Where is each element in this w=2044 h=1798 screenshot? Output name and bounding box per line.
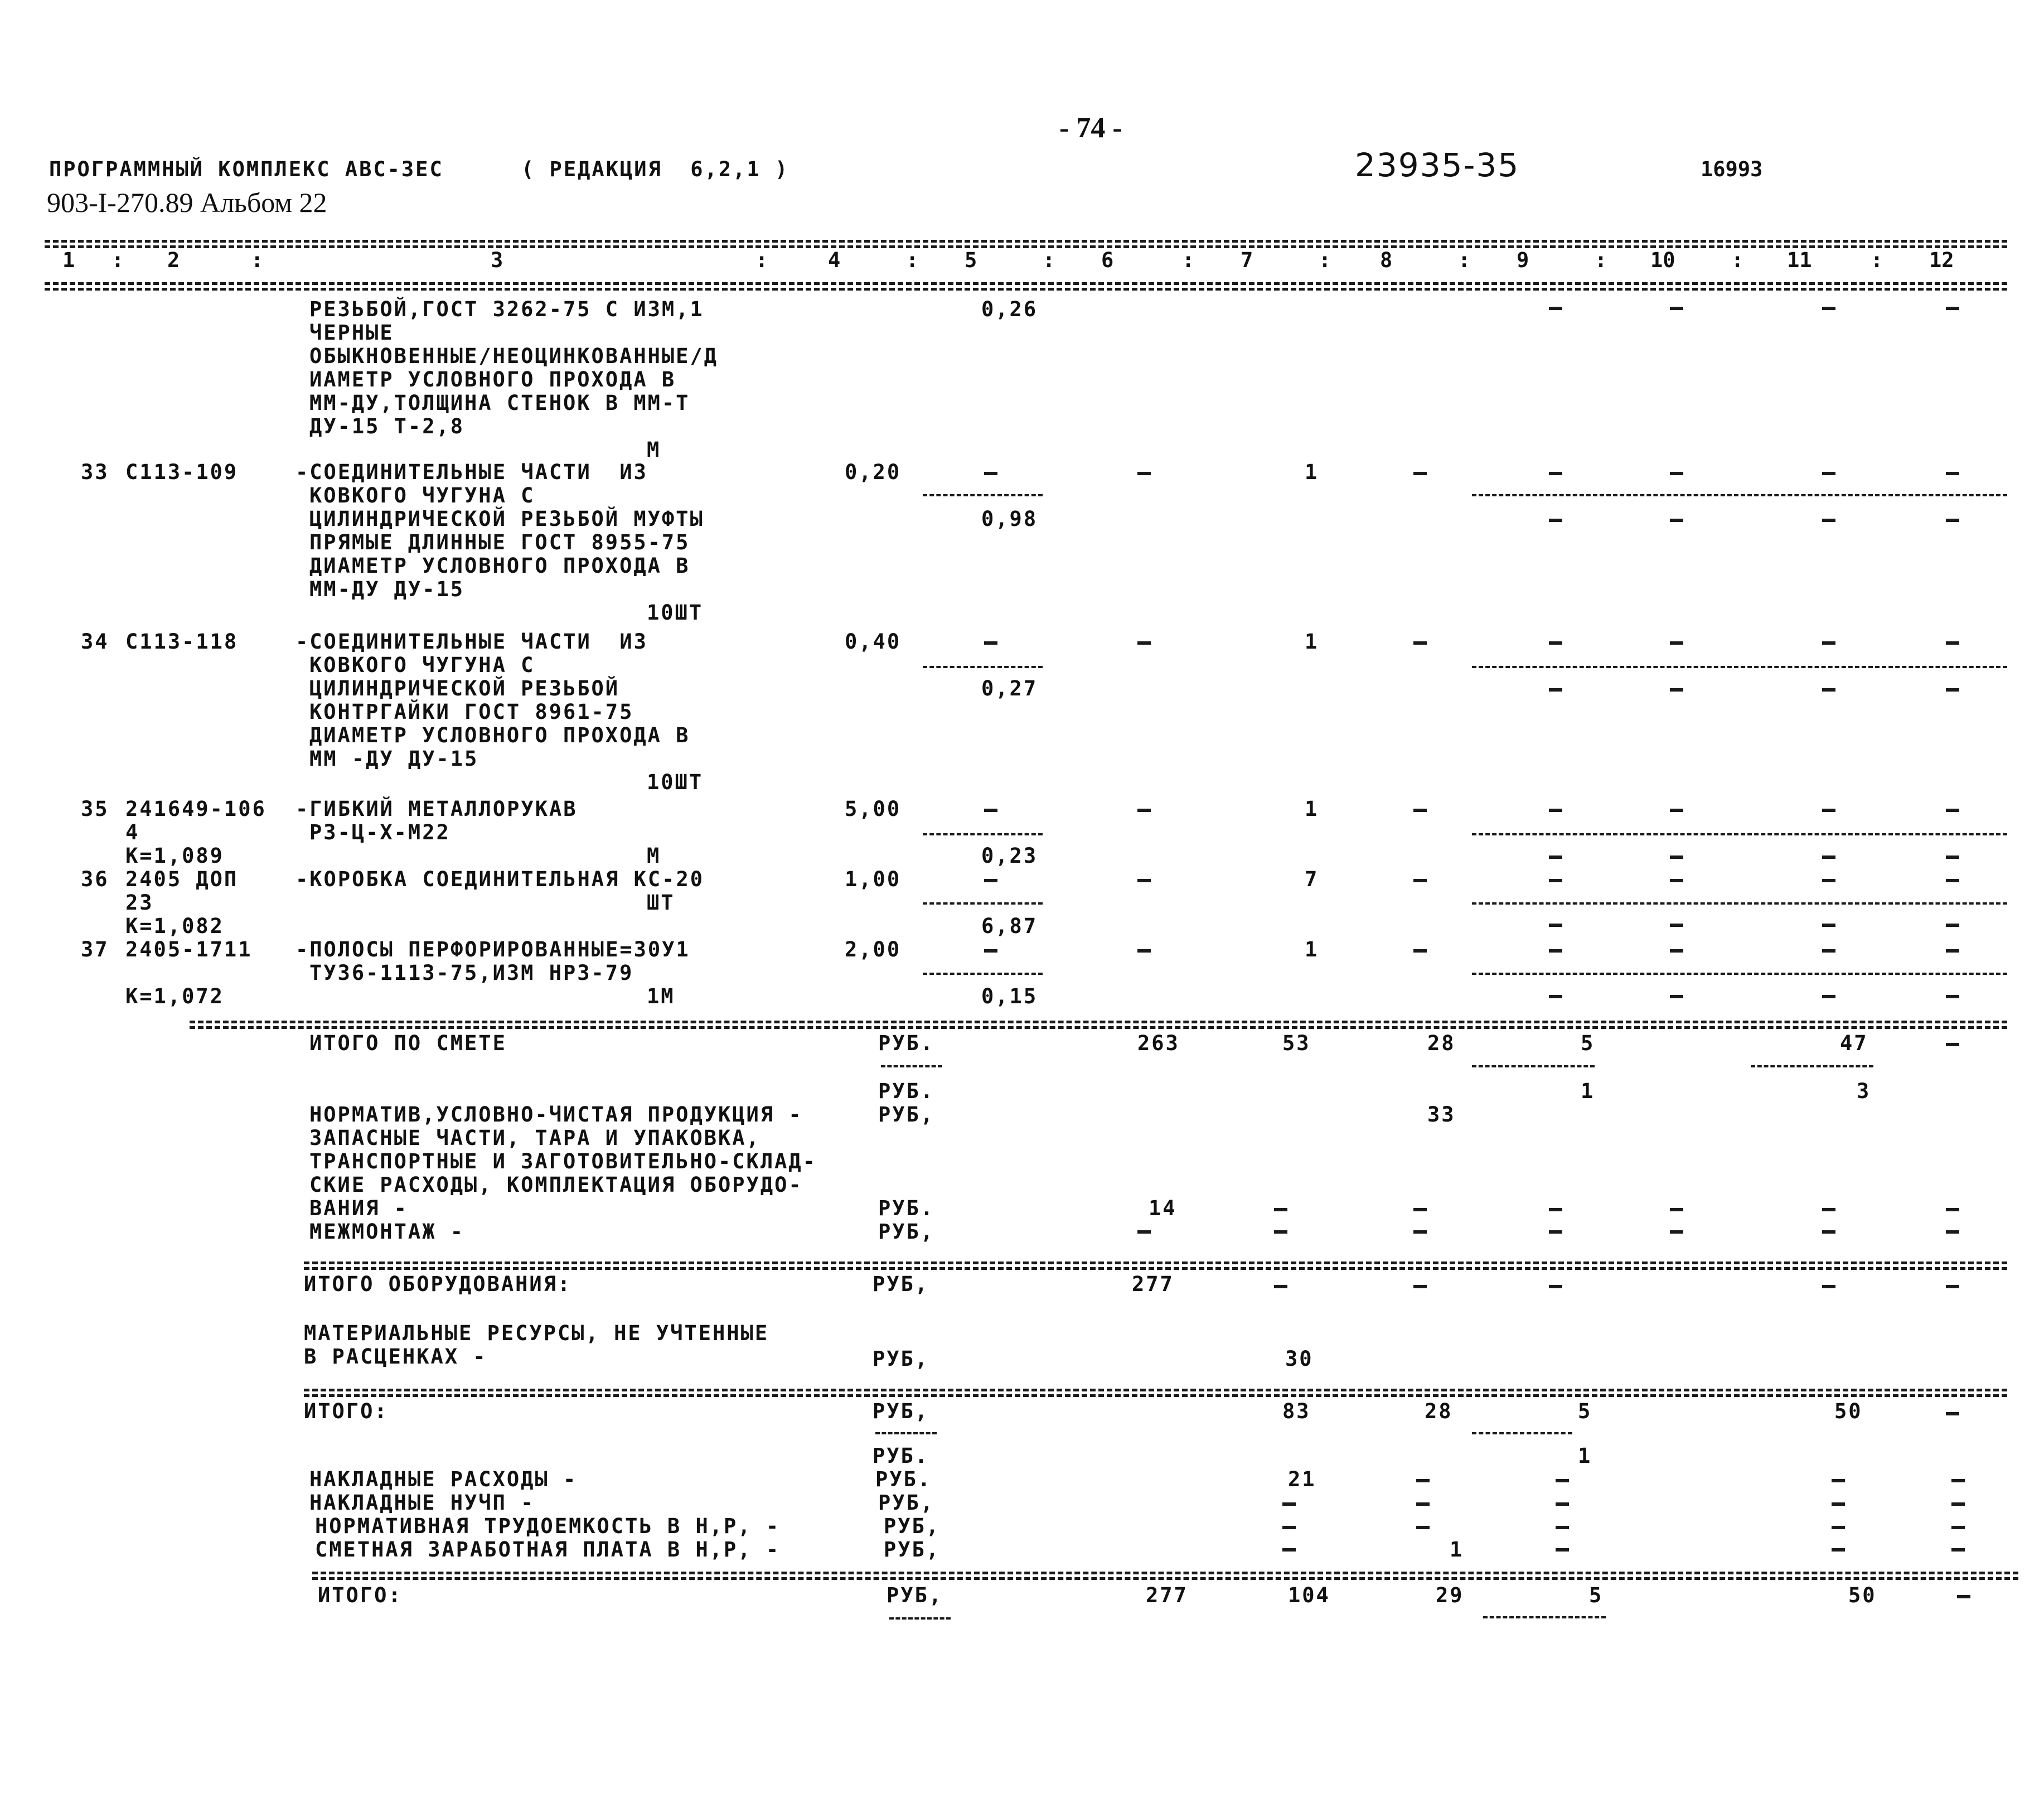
row-desc-line: -СОЕДИНИТЕЛЬНЫЕ ЧАСТИ ИЗ <box>296 460 648 484</box>
summary-col6: 263 <box>1137 1031 1180 1055</box>
row-price-col5: 0,15 <box>981 984 1038 1008</box>
dash-mark <box>1549 924 1562 927</box>
summary-col7: 83 <box>1282 1399 1311 1423</box>
dash-mark <box>1549 1285 1562 1288</box>
dash-mark <box>1282 1548 1296 1552</box>
col-sep: : <box>906 248 919 272</box>
row-price-col5: 0,98 <box>981 507 1038 531</box>
fraction-rule <box>1751 1065 1873 1067</box>
row-number: 34 <box>81 630 109 654</box>
row-number: 36 <box>81 867 109 891</box>
dash-mark <box>1670 641 1683 645</box>
col-sep: : <box>112 248 124 272</box>
row-code-cont: 23 <box>125 891 154 915</box>
nakladnye-label: НАКЛАДНЫЕ РАСХОДЫ - <box>309 1467 578 1491</box>
fraction-rule <box>923 902 1043 905</box>
dash-mark <box>1556 1548 1569 1552</box>
row-col7: 1 <box>1305 460 1319 484</box>
dash-mark <box>984 809 997 812</box>
dash-mark <box>1822 924 1835 927</box>
dash-mark <box>1951 1479 1965 1482</box>
dash-mark <box>1413 472 1427 475</box>
summary-col7: 104 <box>1288 1583 1330 1607</box>
dash-mark <box>1946 1230 1959 1234</box>
program-title: ПРОГРАММНЫЙ КОМПЛЕКС АВС-3ЕС <box>49 157 444 181</box>
summary-col9: 5 <box>1578 1399 1592 1423</box>
section-rule <box>312 1572 2018 1574</box>
nakladnye-unit: РУБ. <box>875 1467 932 1491</box>
materials-unit: РУБ, <box>873 1347 929 1371</box>
summary-col11: 50 <box>1848 1583 1877 1607</box>
dash-mark <box>1670 924 1683 927</box>
dash-mark <box>1670 856 1683 859</box>
col-sep: : <box>1043 248 1055 272</box>
dash-mark <box>1670 1230 1683 1234</box>
dash-mark <box>984 879 997 882</box>
dash-mark <box>1951 1548 1965 1552</box>
dash-mark <box>1670 949 1683 953</box>
header-top-rule <box>45 240 2007 243</box>
summary-label: ИТОГО ПО СМЕТЕ <box>309 1031 507 1055</box>
summary-label: ИТОГО: <box>304 1399 389 1423</box>
materials-line: В РАСЦЕНКАХ - <box>304 1345 487 1369</box>
col-header-12: 12 <box>1929 248 1954 272</box>
summary-unit-2: РУБ. <box>873 1444 929 1468</box>
col-header-9: 9 <box>1517 248 1529 272</box>
header-bottom-rule-2 <box>45 288 2007 291</box>
section-rule <box>312 1577 2018 1580</box>
row-code: 2405 ДОП <box>125 867 239 891</box>
dash-mark <box>1946 1412 1959 1415</box>
dash-mark <box>1822 1285 1835 1288</box>
dash-mark <box>1946 809 1959 812</box>
dash-mark <box>1946 1208 1959 1211</box>
fraction-rule <box>923 494 1043 496</box>
row-col7: 1 <box>1305 937 1319 961</box>
col-header-1: 1 <box>62 248 75 272</box>
dash-mark <box>1832 1548 1845 1552</box>
row-desc-line: ММ-ДУ,ТОЛЩИНА СТЕНОК В ММ-Т <box>309 391 690 415</box>
summary-unit: РУБ, <box>873 1399 929 1423</box>
col-header-8: 8 <box>1380 248 1393 272</box>
row-desc-line: ДИАМЕТР УСЛОВНОГО ПРОХОДА В <box>309 723 690 747</box>
dash-mark <box>1822 641 1835 645</box>
row-col7: 7 <box>1305 867 1319 891</box>
dash-mark <box>1946 641 1959 645</box>
row-number: 33 <box>81 460 109 484</box>
summary-col9: 5 <box>1581 1031 1595 1055</box>
col-sep: : <box>1731 248 1744 272</box>
dash-mark <box>1416 1526 1430 1529</box>
dash-mark <box>1137 949 1151 953</box>
row-quantity: 0,40 <box>845 630 902 654</box>
dash-mark <box>1413 1230 1427 1234</box>
fraction-rule <box>923 973 1043 975</box>
dash-mark <box>1670 472 1683 475</box>
col-sep: : <box>1458 248 1471 272</box>
row-price-col5: 0,27 <box>981 676 1038 700</box>
page-number: - 74 - <box>1059 112 1122 144</box>
row-desc-line: -КОРОБКА СОЕДИНИТЕЛЬНАЯ КС-20 <box>296 867 705 891</box>
row-coefficient: К=1,089 <box>125 844 224 868</box>
dash-mark <box>1556 1479 1569 1482</box>
col-header-11: 11 <box>1787 248 1812 272</box>
row-unit: 10ШТ <box>647 770 704 794</box>
row-coefficient: К=1,082 <box>125 914 224 938</box>
dash-mark <box>1670 688 1683 692</box>
fraction-rule <box>1472 1432 1572 1434</box>
dash-mark <box>1822 1230 1835 1234</box>
col-sep: : <box>1871 248 1883 272</box>
row-number: 37 <box>81 937 109 961</box>
dash-mark <box>1957 1595 1970 1598</box>
edition-label: ( РЕДАКЦИЯ 6,2,1 ) <box>521 157 789 181</box>
dash-mark <box>1549 641 1562 645</box>
row-code: С113-109 <box>125 460 239 484</box>
dash-mark <box>1282 1502 1296 1506</box>
summary-col9-b: 1 <box>1578 1444 1592 1468</box>
col-header-3: 3 <box>491 248 503 272</box>
nakladnye-col7: 21 <box>1288 1467 1316 1491</box>
document-number: 16993 <box>1701 157 1763 181</box>
col-header-5: 5 <box>965 248 977 272</box>
dash-mark <box>1946 688 1959 692</box>
handwritten-code: 23935-35 <box>1355 146 1520 184</box>
row-desc-line: ММ-ДУ ДУ-15 <box>309 577 465 601</box>
dash-mark <box>1951 1502 1965 1506</box>
dash-mark <box>1822 995 1835 998</box>
summary-col7: 53 <box>1282 1031 1311 1055</box>
dash-mark <box>1137 641 1151 645</box>
normativ-col8: 33 <box>1427 1103 1456 1127</box>
summary-col6: 277 <box>1132 1272 1174 1296</box>
normativ-line: СКИЕ РАСХОДЫ, КОМПЛЕКТАЦИЯ ОБОРУДО- <box>309 1173 803 1197</box>
fraction-rule <box>1472 833 2007 835</box>
dash-mark <box>1822 472 1835 475</box>
fraction-rule <box>1472 902 2007 905</box>
section-rule <box>304 1267 2007 1270</box>
row-price-col5: 0,23 <box>981 844 1038 868</box>
row-desc-line: КОВКОГО ЧУГУНА С <box>309 484 535 508</box>
summary-col11-b: 3 <box>1857 1079 1871 1103</box>
summary-label: ИТОГО: <box>318 1583 403 1607</box>
nakladnye-col8: 1 <box>1450 1538 1464 1562</box>
dash-mark <box>1549 472 1562 475</box>
row-quantity: 2,00 <box>845 937 902 961</box>
col-sep: : <box>755 248 768 272</box>
nakladnye-label: НОРМАТИВНАЯ ТРУДОЕМКОСТЬ В Н,Р, - <box>315 1514 781 1538</box>
fraction-rule <box>1472 666 2007 668</box>
summary-col6: 277 <box>1146 1583 1188 1607</box>
dash-mark <box>984 949 997 953</box>
row-col7: 1 <box>1305 797 1319 821</box>
normativ-unit: РУБ, <box>878 1103 935 1127</box>
summary-label: ИТОГО ОБОРУДОВАНИЯ: <box>304 1272 572 1296</box>
dash-mark <box>1549 307 1562 310</box>
row-desc-line: ЧЕРНЫЕ <box>309 321 394 345</box>
normativ-line: ТРАНСПОРТНЫЕ И ЗАГОТОВИТЕЛЬНО-СКЛАД- <box>309 1149 817 1173</box>
summary-col9-b: 1 <box>1581 1079 1595 1103</box>
row-desc-line: КОВКОГО ЧУГУНА С <box>309 653 535 677</box>
row-desc-line: -ПОЛОСЫ ПЕРФОРИРОВАННЫЕ=30У1 <box>296 937 690 961</box>
dash-mark <box>1822 1208 1835 1211</box>
dash-mark <box>1549 688 1562 692</box>
dash-mark <box>1822 809 1835 812</box>
nakladnye-unit: РУБ, <box>878 1491 935 1515</box>
unit-rule <box>889 1617 951 1620</box>
fraction-rule <box>1472 494 2007 496</box>
dash-mark <box>1549 1208 1562 1211</box>
dash-mark <box>1274 1230 1287 1234</box>
section-rule <box>190 1026 2007 1029</box>
dash-mark <box>1137 879 1151 882</box>
dash-mark <box>1413 879 1427 882</box>
summary-col9: 5 <box>1589 1583 1604 1607</box>
row-desc-line: -ГИБКИЙ МЕТАЛЛОРУКАВ <box>296 797 578 821</box>
dash-mark <box>1137 472 1151 475</box>
dash-mark <box>1832 1526 1845 1529</box>
project-album: 903-I-270.89 Альбом 22 <box>47 187 327 218</box>
summary-col8: 28 <box>1427 1031 1456 1055</box>
col-sep: : <box>1182 248 1195 272</box>
dash-mark <box>1549 1230 1562 1234</box>
dash-mark <box>1413 1208 1427 1211</box>
row-quantity: 1,00 <box>845 867 902 891</box>
summary-col8: 29 <box>1436 1583 1464 1607</box>
col-sep: : <box>251 248 264 272</box>
dash-mark <box>1670 879 1683 882</box>
summary-unit-2: РУБ. <box>878 1079 935 1103</box>
col-header-6: 6 <box>1101 248 1114 272</box>
row-code: 241649-106 <box>125 797 267 821</box>
row-price-col5: 6,87 <box>981 914 1038 938</box>
dash-mark <box>1413 1285 1427 1288</box>
dash-mark <box>1946 1043 1959 1046</box>
vania-col6: 14 <box>1149 1196 1177 1220</box>
row-desc-line: ЦИЛИНДРИЧЕСКОЙ РЕЗЬБОЙ <box>309 676 620 700</box>
col-header-4: 4 <box>828 248 841 272</box>
dash-mark <box>1822 856 1835 859</box>
dash-mark <box>1946 949 1959 953</box>
col-sep: : <box>1595 248 1607 272</box>
dash-mark <box>1832 1502 1845 1506</box>
dash-mark <box>1670 809 1683 812</box>
dash-mark <box>1282 1526 1296 1529</box>
row-desc-line: ЦИЛИНДРИЧЕСКОЙ РЕЗЬБОЙ МУФТЫ <box>309 507 704 531</box>
col-header-10: 10 <box>1650 248 1675 272</box>
dash-mark <box>1274 1208 1287 1211</box>
dash-mark <box>1413 641 1427 645</box>
dash-mark <box>1670 519 1683 522</box>
row-coefficient: К=1,072 <box>125 984 224 1008</box>
fraction-rule <box>1472 973 2007 975</box>
dash-mark <box>1416 1479 1430 1482</box>
row-code: С113-118 <box>125 630 239 654</box>
dash-mark <box>984 472 997 475</box>
dash-mark <box>1556 1526 1569 1529</box>
dash-mark <box>1549 809 1562 812</box>
row-desc-line: -СОЕДИНИТЕЛЬНЫЕ ЧАСТИ ИЗ <box>296 630 648 654</box>
section-rule <box>190 1021 2007 1023</box>
col-header-7: 7 <box>1241 248 1253 272</box>
dash-mark <box>1946 879 1959 882</box>
summary-col11: 50 <box>1834 1399 1863 1423</box>
row-code-cont: 4 <box>125 820 140 844</box>
normativ-line: МЕЖМОНТАЖ - <box>309 1220 465 1244</box>
row-desc-line: ОБЫКНОВЕННЫЕ/НЕОЦИНКОВАННЫЕ/Д <box>309 344 719 368</box>
row-desc-line: ИАМЕТР УСЛОВНОГО ПРОХОДА В <box>309 368 676 392</box>
dash-mark <box>1670 995 1683 998</box>
normativ-line: ЗАПАСНЫЕ ЧАСТИ, ТАРА И УПАКОВКА, <box>309 1126 761 1150</box>
row-unit: ШТ <box>647 891 675 915</box>
summary-col11: 47 <box>1840 1031 1868 1055</box>
vania-unit: РУБ. <box>878 1196 935 1220</box>
row-unit: 1М <box>647 984 675 1008</box>
fraction-rule <box>1483 1616 1606 1618</box>
row-desc-line: ТУ36-1113-75,ИЗМ НРЗ-79 <box>309 961 634 985</box>
dash-mark <box>1670 1208 1683 1211</box>
dash-mark <box>1137 1230 1151 1234</box>
materials-col7: 30 <box>1285 1347 1314 1371</box>
section-rule <box>304 1394 2007 1397</box>
dash-mark <box>984 641 997 645</box>
dash-mark <box>1822 688 1835 692</box>
row-number: 35 <box>81 797 109 821</box>
dash-mark <box>1137 809 1151 812</box>
dash-mark <box>1832 1479 1845 1482</box>
row-unit: М <box>647 438 661 462</box>
row-code: 2405-1711 <box>125 937 253 961</box>
row-unit: М <box>647 844 661 868</box>
section-rule <box>304 1389 2007 1391</box>
nakladnye-unit: РУБ, <box>884 1514 941 1538</box>
dash-mark <box>1549 519 1562 522</box>
row-quantity: 0,20 <box>845 460 902 484</box>
row-desc-line: РЗ-Ц-Х-М22 <box>309 820 451 844</box>
summary-unit: РУБ, <box>873 1272 929 1296</box>
dash-mark <box>1413 809 1427 812</box>
dash-mark <box>1822 949 1835 953</box>
row-col7: 1 <box>1305 630 1319 654</box>
dash-mark <box>1951 1526 1965 1529</box>
dash-mark <box>1946 1285 1959 1288</box>
row-quantity: 5,00 <box>845 797 902 821</box>
dash-mark <box>1274 1285 1287 1288</box>
fraction-rule <box>923 666 1043 668</box>
dash-mark <box>1556 1502 1569 1506</box>
dash-mark <box>1549 856 1562 859</box>
summary-col8: 28 <box>1425 1399 1453 1423</box>
row-desc-line: ДУ-15 Т-2,8 <box>309 414 465 438</box>
row-desc-line: КОНТРГАЙКИ ГОСТ 8961-75 <box>309 700 634 724</box>
dash-mark <box>1413 949 1427 953</box>
dash-mark <box>1416 1502 1430 1506</box>
fraction-rule <box>1472 1065 1595 1067</box>
dash-mark <box>1946 519 1959 522</box>
dash-mark <box>1822 307 1835 310</box>
unit-rule <box>875 1432 937 1434</box>
row-price-col5: 0,26 <box>981 297 1038 321</box>
col-sep: : <box>1319 248 1331 272</box>
section-rule <box>304 1262 2007 1264</box>
dash-mark <box>1822 879 1835 882</box>
nakladnye-label: НАКЛАДНЫЕ НУЧП - <box>309 1491 535 1515</box>
unit-rule <box>881 1065 942 1067</box>
dash-mark <box>1946 924 1959 927</box>
header-bottom-rule <box>45 282 2007 285</box>
nakladnye-label: СМЕТНАЯ ЗАРАБОТНАЯ ПЛАТА В Н,Р, - <box>315 1538 781 1562</box>
summary-unit: РУБ, <box>887 1583 943 1607</box>
row-desc-line: ПРЯМЫЕ ДЛИННЫЕ ГОСТ 8955-75 <box>309 530 690 554</box>
dash-mark <box>1549 879 1562 882</box>
dash-mark <box>1549 995 1562 998</box>
nakladnye-unit: РУБ, <box>884 1538 941 1562</box>
dash-mark <box>1549 949 1562 953</box>
dash-mark <box>1670 307 1683 310</box>
dash-mark <box>1946 472 1959 475</box>
row-desc-line: РЕЗЬБОЙ,ГОСТ 3262-75 С ИЗМ,1 <box>309 297 704 321</box>
summary-unit: РУБ. <box>878 1031 935 1055</box>
materials-line: МАТЕРИАЛЬНЫЕ РЕСУРСЫ, НЕ УЧТЕННЫЕ <box>304 1321 769 1345</box>
dash-mark <box>1946 995 1959 998</box>
dash-mark <box>1822 519 1835 522</box>
normativ-line: ВАНИЯ - <box>309 1196 408 1220</box>
dash-mark <box>1946 307 1959 310</box>
dash-mark <box>1946 856 1959 859</box>
col-header-2: 2 <box>167 248 180 272</box>
normativ-line: НОРМАТИВ,УСЛОВНО-ЧИСТАЯ ПРОДУКЦИЯ - <box>309 1103 803 1127</box>
row-desc-line: ДИАМЕТР УСЛОВНОГО ПРОХОДА В <box>309 554 690 578</box>
row-desc-line: ММ -ДУ ДУ-15 <box>309 747 479 771</box>
row-unit: 10ШТ <box>647 601 704 625</box>
header-top-rule-2 <box>45 245 2007 248</box>
mezh-unit: РУБ, <box>878 1220 935 1244</box>
fraction-rule <box>923 833 1043 835</box>
